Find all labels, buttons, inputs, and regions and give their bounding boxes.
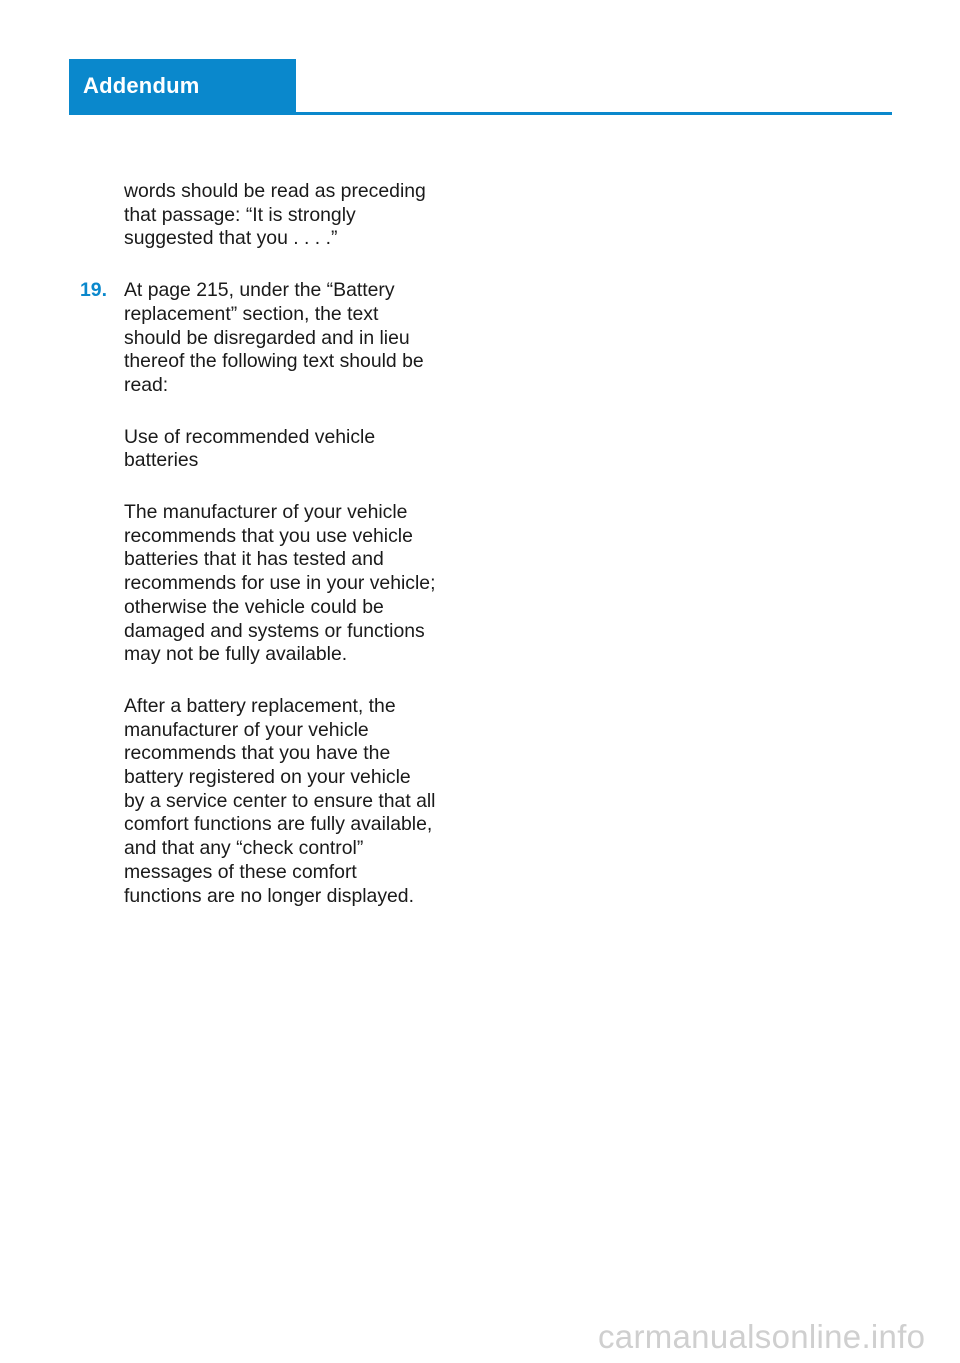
list-item: [80, 279, 480, 398]
header-divider: [69, 112, 892, 115]
item-text: At page 215, under the “Battery replacement” section, the text should be disregarded and in lieu thereof the following text should be read:: [124, 279, 424, 396]
spacer: [80, 398, 480, 426]
paragraph-battery-registration: After a battery replacement, the manufacturer of your vehicle recommends that you have the battery registered on your vehicle by a service center to ensure that all comfort functions are fully available, and that any “check control” messages of these comfort functions are no longer displayed.: [124, 694, 436, 907]
paragraph-recommended-batteries: The manufacturer of your vehicle recommends that you use vehicle batteries that it has tested and recommends for use in your vehicle; otherwise the vehicle could be damaged and systems or functions may not be fully available.: [124, 501, 436, 666]
spacer: [80, 473, 480, 501]
spacer: [80, 251, 480, 279]
page-content: [80, 180, 480, 908]
continued-text: words should be read as preceding that passage: “It is strongly suggested that you . . . .”: [124, 180, 426, 250]
spacer: [80, 667, 480, 695]
subheading: Use of recommended vehicle batteries: [124, 425, 376, 472]
section-title: Addendum: [83, 73, 200, 98]
watermark: carmanualsonline.info: [598, 1318, 926, 1355]
item-number: 19.: [80, 279, 107, 302]
section-header-tab: [69, 59, 296, 113]
